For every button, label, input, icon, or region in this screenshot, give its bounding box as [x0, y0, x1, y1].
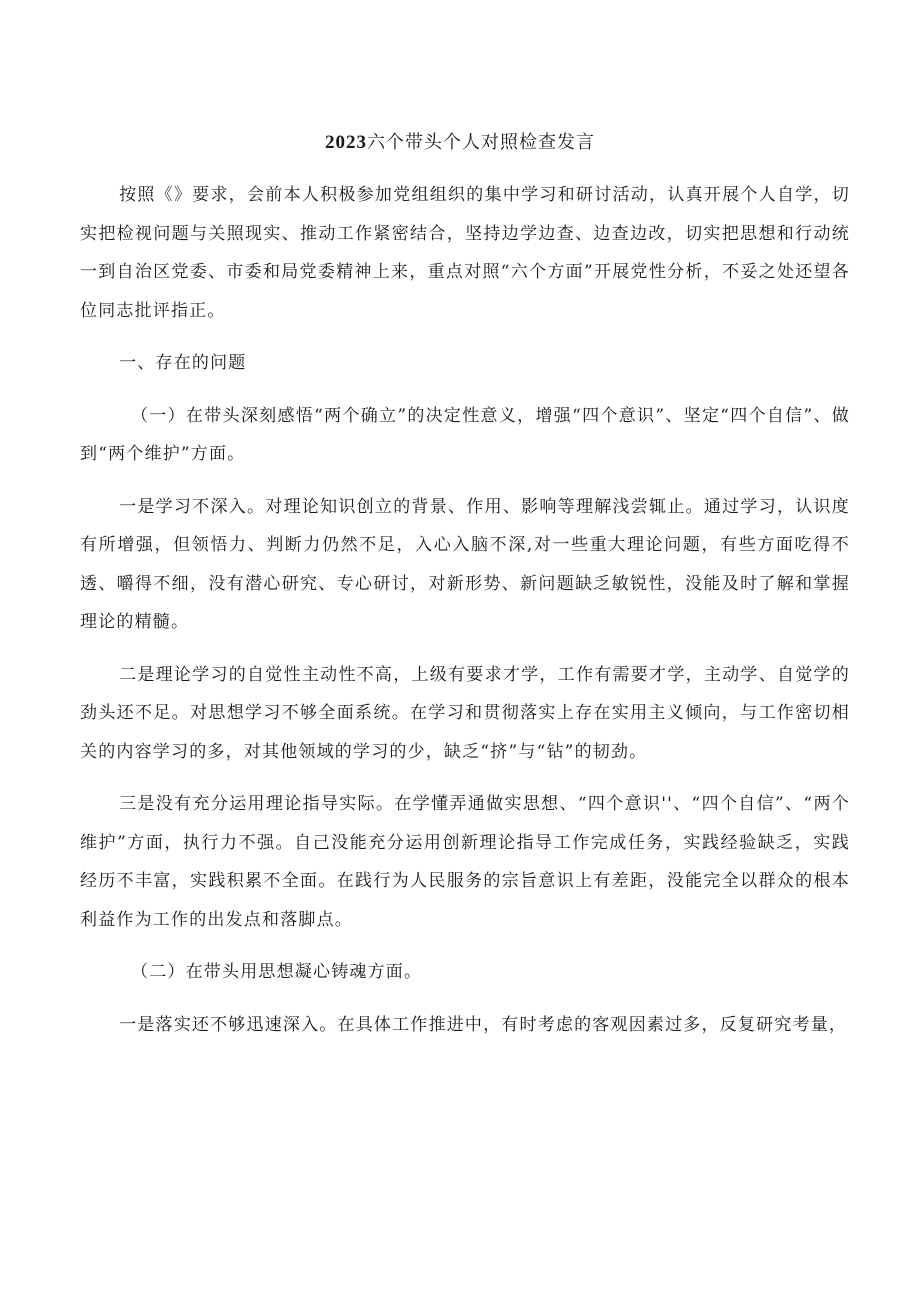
paragraph-2-1: 一是落实还不够迅速深入。在具体工作推进中，有时考虑的客观因素过多，反复研究考量， — [119, 1014, 848, 1035]
paragraph-1-3: 三是没有充分运用理论指导实际。在学懂弄通做实思想、“四个意识''、“四个自信”、“两个维护”方面，执行力不强。自己没能充分运用创新理论指导工作完成任务，实践经验缺乏，实践经历不丰富，实践积累不全面。在践行为人民服务的宗旨意识上有差距，没能完全以群众的根本利益作为工作的出发点和落脚点。 — [80, 794, 850, 930]
title-year: 2023 — [325, 132, 367, 153]
document-body — [80, 176, 850, 1044]
subsection-heading-1: （一）在带头深刻感悟“两个确立”的决定性意义，增强“四个意识”、坚定“四个自信”、做到“两个维护”方面。 — [80, 405, 850, 464]
intro-paragraph: 按照《》要求，会前本人积极参加党组组织的集中学习和研讨活动，认真开展个人自学，切实把检视问题与关照现实、推动工作紧密结合，坚持边学边查、边查边改，切实把思想和行动统一到自治区党委、市委和局党委精神上来，重点对照“六个方面”开展党性分析，不妥之处还望各位同志批评指正。 — [80, 185, 850, 321]
paragraph-1-2: 二是理论学习的自觉性主动性不高，上级有要求才学，工作有需要才学，主动学、自觉学的劲头还不足。对思想学习不够全面系统。在学习和贯彻落实上存在实用主义倾向，与工作密切相关的内容学习的多，对其他领域的学习的少，缺乏“挤”与“钻”的韧劲。 — [80, 664, 850, 762]
section-heading-problems: 一、存在的问题 — [119, 353, 247, 373]
paragraph-1-1: 一是学习不深入。对理论知识创立的背景、作用、影响等理解浅尝辄止。通过学习，认识度有所增强，但领悟力、判断力仍然不足，入心入脑不深,对一些重大理论问题，有些方面吃得不透、嚼得不细，没有潜心研究、专心研讨，对新形势、新问题缺乏敏锐性，没能及时了解和掌握理论的精髓。 — [80, 496, 850, 632]
subsection-heading-2: （二）在带头用思想凝心铸魂方面。 — [131, 962, 423, 982]
document-title — [0, 130, 920, 156]
title-text: 六个带头个人对照检查发言 — [367, 132, 595, 153]
